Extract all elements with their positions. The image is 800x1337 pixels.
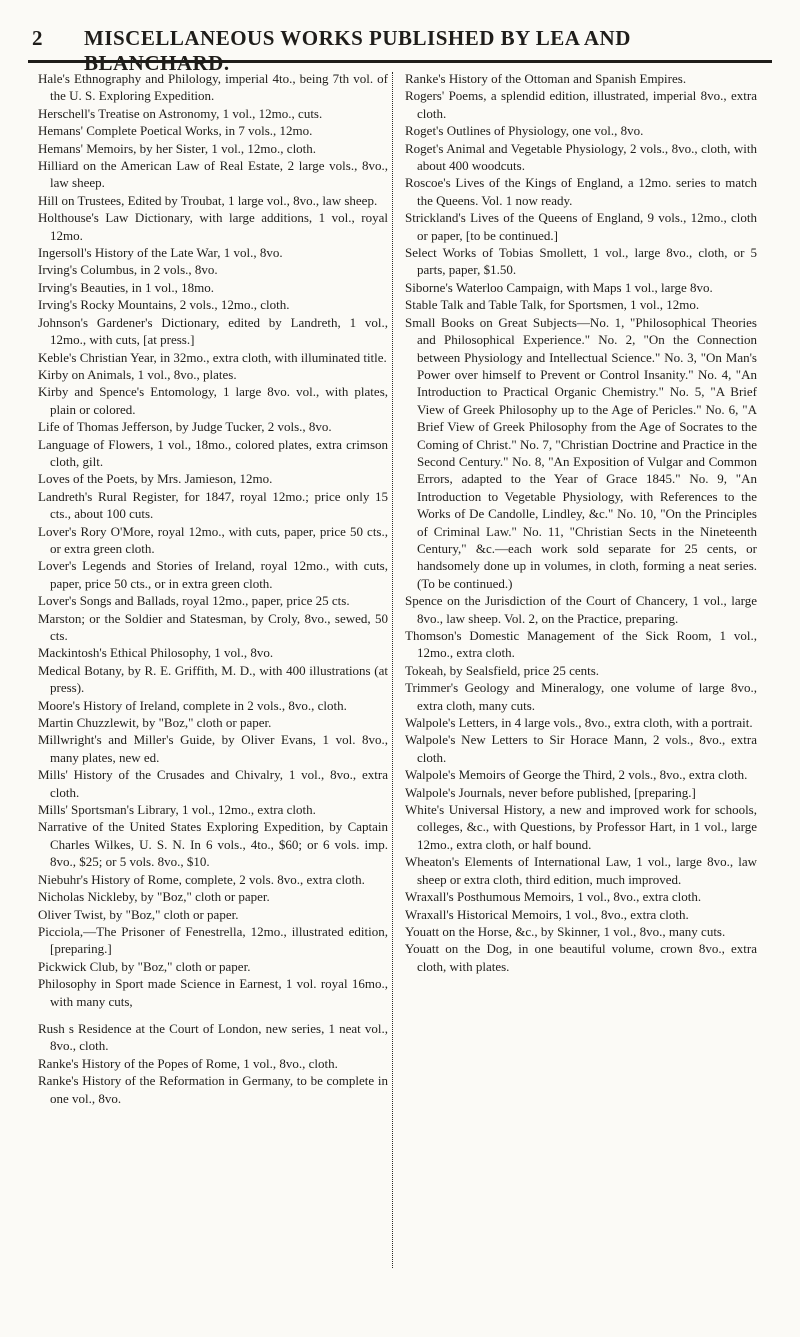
catalogue-entry: Philosophy in Sport made Science in Earnest, 1 vol. royal 16mo., with many cuts, (38, 976, 388, 1009)
catalogue-entry: Ranke's History of the Ottoman and Spanish Empires. (405, 71, 687, 86)
catalogue-entry: Youatt on the Horse, &c., by Skinner, 1 vol., 8vo., many cuts. (405, 923, 726, 939)
catalogue-entry: Spence on the Jurisdiction of the Court of Chancery, 1 vol., large 8vo., law sheep. Vol. 2, on the Practice, preparing. (405, 593, 757, 626)
catalogue-entry: Hemans' Complete Poetical Works, in 7 vols., 12mo. (38, 123, 313, 139)
catalogue-entry: Rush s Residence at the Court of London, new series, 1 neat vol., 8vo., cloth. (38, 1020, 388, 1054)
catalogue-entry: Roscoe's Lives of the Kings of England, a 12mo. series to match the Queens. Vol. 1 now ready. (405, 175, 757, 208)
catalogue-entry: Kirby on Animals, 1 vol., 8vo., plates. (38, 366, 237, 382)
catalogue-entry: Roget's Animal and Vegetable Physiology, 2 vols., 8vo., cloth, with about 400 woodcuts. (405, 140, 757, 174)
catalogue-entry: Picciola,—The Prisoner of Fenestrella, 12mo., illustrated edition, [preparing.] (38, 923, 388, 957)
catalogue-entry: Ranke's History of the Reformation in Germany, to be complete in one vol., 8vo. (38, 1073, 388, 1106)
catalogue-entry: Keble's Christian Year, in 32mo., extra cloth, with illuminated title. (38, 349, 387, 365)
catalogue-entry: Walpole's New Letters to Sir Horace Mann, 2 vols., 8vo., extra cloth. (405, 732, 757, 765)
catalogue-entry: Lover's Rory O'More, royal 12mo., with cuts, paper, price 50 cts., or extra green cloth. (38, 523, 388, 556)
catalogue-entry: Niebuhr's History of Rome, complete, 2 vols. 8vo., extra cloth. (38, 871, 365, 887)
page-number: 2 (32, 26, 43, 50)
catalogue-entry: Trimmer's Geology and Mineralogy, one volume of large 8vo., extra cloth, many cuts. (405, 680, 757, 713)
catalogue-entry: Roget's Outlines of Physiology, one vol., 8vo. (405, 123, 644, 139)
catalogue-entry: Ingersoll's History of the Late War, 1 vol., 8vo. (38, 245, 283, 261)
catalogue-entry: Wraxall's Posthumous Memoirs, 1 vol., 8vo., extra cloth. (405, 889, 702, 905)
catalogue-entry: Ranke's History of the Popes of Rome, 1 vol., 8vo., cloth. (38, 1055, 338, 1071)
column-divider (392, 72, 401, 1268)
catalogue-entry: Martin Chuzzlewit, by "Boz," cloth or paper. (38, 715, 272, 731)
header-rule (28, 60, 772, 63)
catalogue-entry: White's Universal History, a new and improved work for schools, colleges, &c., with Questions, by Professor Hart, in 1 vol., large 12mo., extra cloth, or half bound. (405, 802, 757, 852)
catalogue-entry: Irving's Columbus, in 2 vols., 8vo. (38, 262, 218, 278)
catalogue-entry: Life of Thomas Jefferson, by Judge Tucker, 2 vols., 8vo. (38, 419, 332, 435)
catalogue-entry: Language of Flowers, 1 vol., 18mo., colored plates, extra crimson cloth, gilt. (38, 436, 388, 469)
catalogue-entry: Moore's History of Ireland, complete in 2 vols., 8vo., cloth. (38, 697, 347, 713)
catalogue-entry: Loves of the Poets, by Mrs. Jamieson, 12mo. (38, 471, 273, 487)
catalogue-entry: Hale's Ethnography and Philology, imperial 4to., being 7th vol. of the U. S. Exploring Expedition. (38, 71, 388, 104)
catalogue-entry: Kirby and Spence's Entomology, 1 large 8vo. vol., with plates, plain or colored. (38, 384, 388, 417)
catalogue-entry: Lover's Songs and Ballads, royal 12mo., paper, price 25 cts. (38, 593, 350, 609)
catalogue-entry: Siborne's Waterloo Campaign, with Maps 1 vol., large 8vo. (405, 279, 713, 295)
catalogue-entry: Pickwick Club, by "Boz," cloth or paper. (38, 958, 251, 974)
catalogue-entry: Hemans' Memoirs, by her Sister, 1 vol., 12mo., cloth. (38, 140, 317, 156)
catalogue-entry: Tokeah, by Sealsfield, price 25 cents. (405, 662, 600, 678)
catalogue-entry: Walpole's Letters, in 4 large vols., 8vo., extra cloth, with a portrait. (405, 715, 753, 731)
catalogue-entry: Hilliard on the American Law of Real Estate, 2 large vols., 8vo., law sheep. (38, 158, 388, 191)
catalogue-entry: Millwright's and Miller's Guide, by Oliver Evans, 1 vol. 8vo., many plates, new ed. (38, 732, 388, 765)
catalogue-entry: Mills' Sportsman's Library, 1 vol., 12mo., extra cloth. (38, 802, 316, 818)
catalogue-entry: Walpole's Journals, never before published, [preparing.] (405, 784, 696, 800)
catalogue-entry: Select Works of Tobias Smollett, 1 vol., large 8vo., cloth, or 5 parts, paper, $1.50. (405, 245, 757, 278)
catalogue-entry: Stable Talk and Table Talk, for Sportsmen, 1 vol., 12mo. (405, 297, 700, 313)
catalogue-entry: Small Books on Great Subjects—No. 1, "Philosophical Theories and Philosophical Experience." No. 2, "On the Connection between Physiology and Intellectual Science." No. 3, "On Man's Power over himself to Prevent or Control Insanity." No. 4, "An Introduction to Practical Organic Chemistry." No. 5, "A Brief View of Greek Philosophy up to the Age of Pericles." No. 6, "A Brief View of Greek Philosophy from the Age of Socrates to the Coming of Christ." No. 7, "Christian Doctrine and Practice in the Second Century." No. 8, "An Exposition of Vulgar and Common Errors, adapted to the Year of Grace 1845." No. 9, "An Introduction to Vegetable Physiology, with References to the Works of De Candolle, Lindley, &c." No. 10, "On the Principles of Criminal Law." No. 11, "Christian Sects in the Nineteenth Century," &c.—each work sold separate for 25 cents, or handsomely done up in volumes, in cloth, forming a neat series. (To be continued.) (405, 314, 757, 591)
catalogue-entry: Wraxall's Historical Memoirs, 1 vol., 8vo., extra cloth. (405, 906, 689, 922)
left-column (38, 70, 388, 1107)
catalogue-entry: Mackintosh's Ethical Philosophy, 1 vol., 8vo. (38, 645, 274, 661)
catalogue-entry: Strickland's Lives of the Queens of England, 9 vols., 12mo., cloth or paper, [to be continued.] (405, 210, 757, 243)
catalogue-entry: Lover's Legends and Stories of Ireland, royal 12mo., with cuts, paper, price 50 cts., or in extra green cloth. (38, 558, 388, 591)
catalogue-entry: Narrative of the United States Exploring Expedition, by Captain Charles Wilkes, U. S. N. In 6 vols., 4to., $60; or 6 vols. imp. 8vo., $25; or 5 vols. 8vo., $10. (38, 819, 388, 870)
right-column (405, 70, 757, 975)
catalogue-entry: Marston; or the Soldier and Statesman, by Croly, 8vo., sewed, 50 cts. (38, 610, 388, 643)
catalogue-entry: Nicholas Nickleby, by "Boz," cloth or paper. (38, 889, 270, 905)
catalogue-entry: Youatt on the Dog, in one beautiful volume, crown 8vo., extra cloth, with plates. (405, 941, 757, 974)
catalogue-entry: Hill on Trustees, Edited by Troubat, 1 large vol., 8vo., law sheep. (38, 192, 378, 208)
catalogue-entry: Landreth's Rural Register, for 1847, royal 12mo.; price only 15 cts., about 100 cuts. (38, 488, 388, 522)
catalogue-entry: Herschell's Treatise on Astronomy, 1 vol., 12mo., cuts. (38, 105, 323, 121)
catalogue-entry: Holthouse's Law Dictionary, with large additions, 1 vol., royal 12mo. (38, 210, 388, 243)
catalogue-entry: Walpole's Memoirs of George the Third, 2 vols., 8vo., extra cloth. (405, 767, 748, 783)
catalogue-entry: Rogers' Poems, a splendid edition, illustrated, imperial 8vo., extra cloth. (405, 88, 757, 121)
catalogue-entry: Johnson's Gardener's Dictionary, edited by Landreth, 1 vol., 12mo., with cuts, [at press.] (38, 314, 388, 348)
page-header (32, 26, 772, 75)
running-title: MISCELLANEOUS WORKS PUBLISHED BY LEA AND BLANCHARD. (84, 26, 631, 75)
catalogue-entry: Irving's Beauties, in 1 vol., 18mo. (38, 279, 215, 295)
catalogue-entry: Mills' History of the Crusades and Chivalry, 1 vol., 8vo., extra cloth. (38, 767, 388, 800)
catalogue-entry: Medical Botany, by R. E. Griffith, M. D., with 400 illustrations (at press). (38, 662, 388, 696)
catalogue-entry: Oliver Twist, by "Boz," cloth or paper. (38, 906, 239, 922)
catalogue-entry: Wheaton's Elements of International Law, 1 vol., large 8vo., law sheep or extra cloth, third edition, much improved. (405, 854, 757, 887)
catalogue-entry: Irving's Rocky Mountains, 2 vols., 12mo., cloth. (38, 297, 290, 313)
catalogue-entry: Thomson's Domestic Management of the Sick Room, 1 vol., 12mo., extra cloth. (405, 628, 757, 661)
